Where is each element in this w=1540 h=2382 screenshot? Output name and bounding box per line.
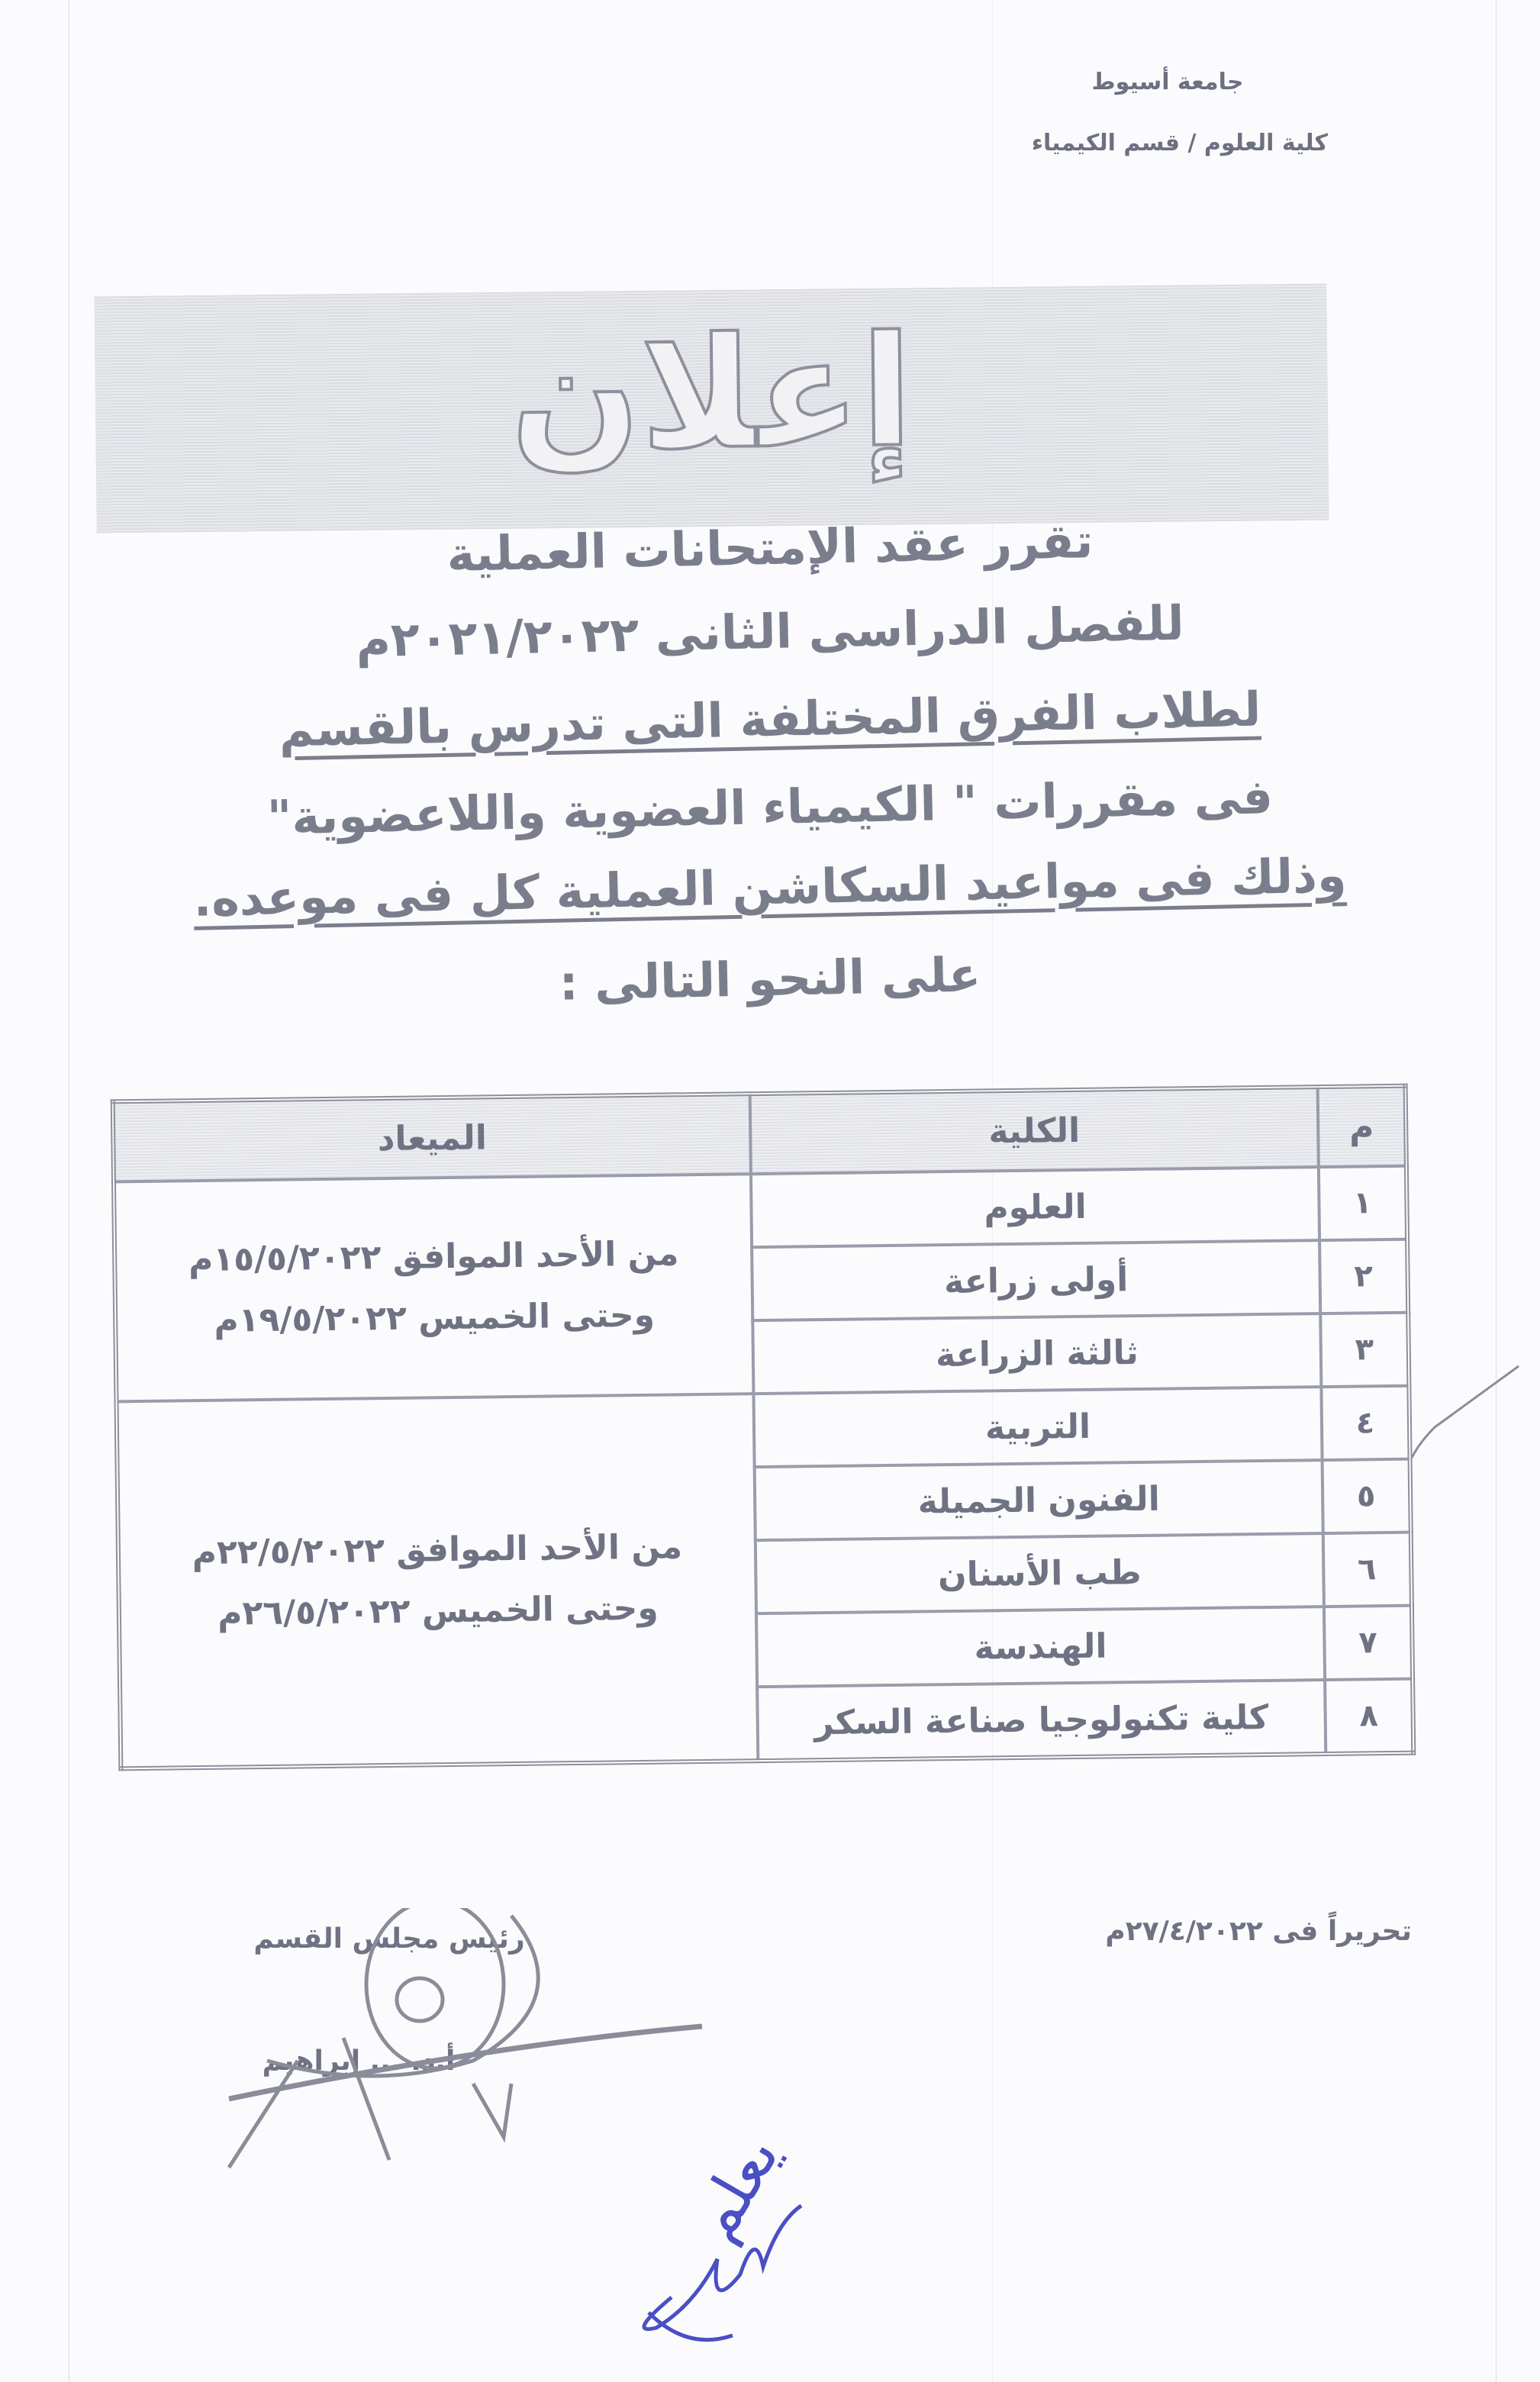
row-college: أولى زراعة: [752, 1240, 1320, 1320]
schedule-table: [111, 1084, 1416, 1771]
row-college: العلوم: [751, 1167, 1319, 1247]
row-num: ٣: [1320, 1313, 1409, 1387]
row-num: ٤: [1321, 1386, 1410, 1460]
row-num: ١: [1319, 1166, 1407, 1240]
announcement-line-3: لطلاب الفرق المختلفة التى تدرس بالقسم: [278, 681, 1262, 758]
announcement-line-6: على النحو التالى :: [559, 946, 981, 1011]
header-date: الميعاد: [113, 1094, 751, 1181]
period-1-from: من الأحد الموافق ١٥/٥/٢٠٢٢م: [188, 1234, 679, 1280]
row-num: ٨: [1325, 1679, 1413, 1754]
row-num: ٦: [1323, 1533, 1412, 1607]
row-num: ٧: [1324, 1606, 1413, 1680]
period-1-to: وحتى الخميس ١٩/٥/٢٠٢٢م: [214, 1295, 656, 1340]
row-num: ٢: [1319, 1239, 1408, 1313]
period-2: [117, 1394, 759, 1768]
period-2-to: وحتى الخميس ٢٦/٥/٢٠٢٢م: [217, 1588, 659, 1633]
row-college: ثالثة الزراعة: [752, 1313, 1321, 1394]
row-college: الفنون الجميلة: [755, 1460, 1323, 1540]
header-num: م: [1318, 1086, 1406, 1167]
announcement-line-1: تقرر عقد الإمتحانات العملية: [446, 513, 1094, 582]
period-1: [114, 1174, 753, 1401]
row-num: ٥: [1323, 1459, 1411, 1533]
announcement-line-5: وذلك فى مواعيد السكاشن العملية كل فى موعده.: [192, 847, 1348, 927]
row-college: التربية: [753, 1387, 1322, 1467]
row-college: الهندسة: [756, 1607, 1325, 1687]
faculty-department: كلية العلوم / قسم الكيمياء: [1031, 130, 1328, 156]
handwritten-note-text: يعلم: [678, 2123, 793, 2252]
handwritten-note: [626, 2106, 855, 2351]
header-college: الكلية: [750, 1087, 1319, 1174]
table-header-row: [113, 1086, 1406, 1182]
signatory-name: أ.د. ... إبراهيم: [262, 2045, 456, 2077]
university-name: جامعة أسيوط: [1091, 69, 1244, 95]
announcement-line-4: فى مقررات " الكيمياء العضوية واللاعضوية": [266, 769, 1274, 846]
row-college: كلية تكنولوجيا صناعة السكر: [757, 1680, 1326, 1761]
announcement-line-2: للفصل الدراسى الثانى ٢٠٢١/٢٠٢٢م: [355, 595, 1185, 669]
row-college: طب الأسنان: [756, 1533, 1324, 1613]
pen-check-mark: [1404, 1359, 1526, 1465]
signatory-title: رئيس مجلس القسم: [253, 1923, 525, 1955]
period-2-from: من الأحد الموافق ٢٢/٥/٢٠٢٢م: [192, 1527, 683, 1573]
written-on-date: تحريراً فى ٢٧/٤/٢٠٢٢م: [1105, 1916, 1412, 1947]
banner-title: إعلان: [509, 303, 914, 485]
announcement-banner: [94, 284, 1329, 533]
